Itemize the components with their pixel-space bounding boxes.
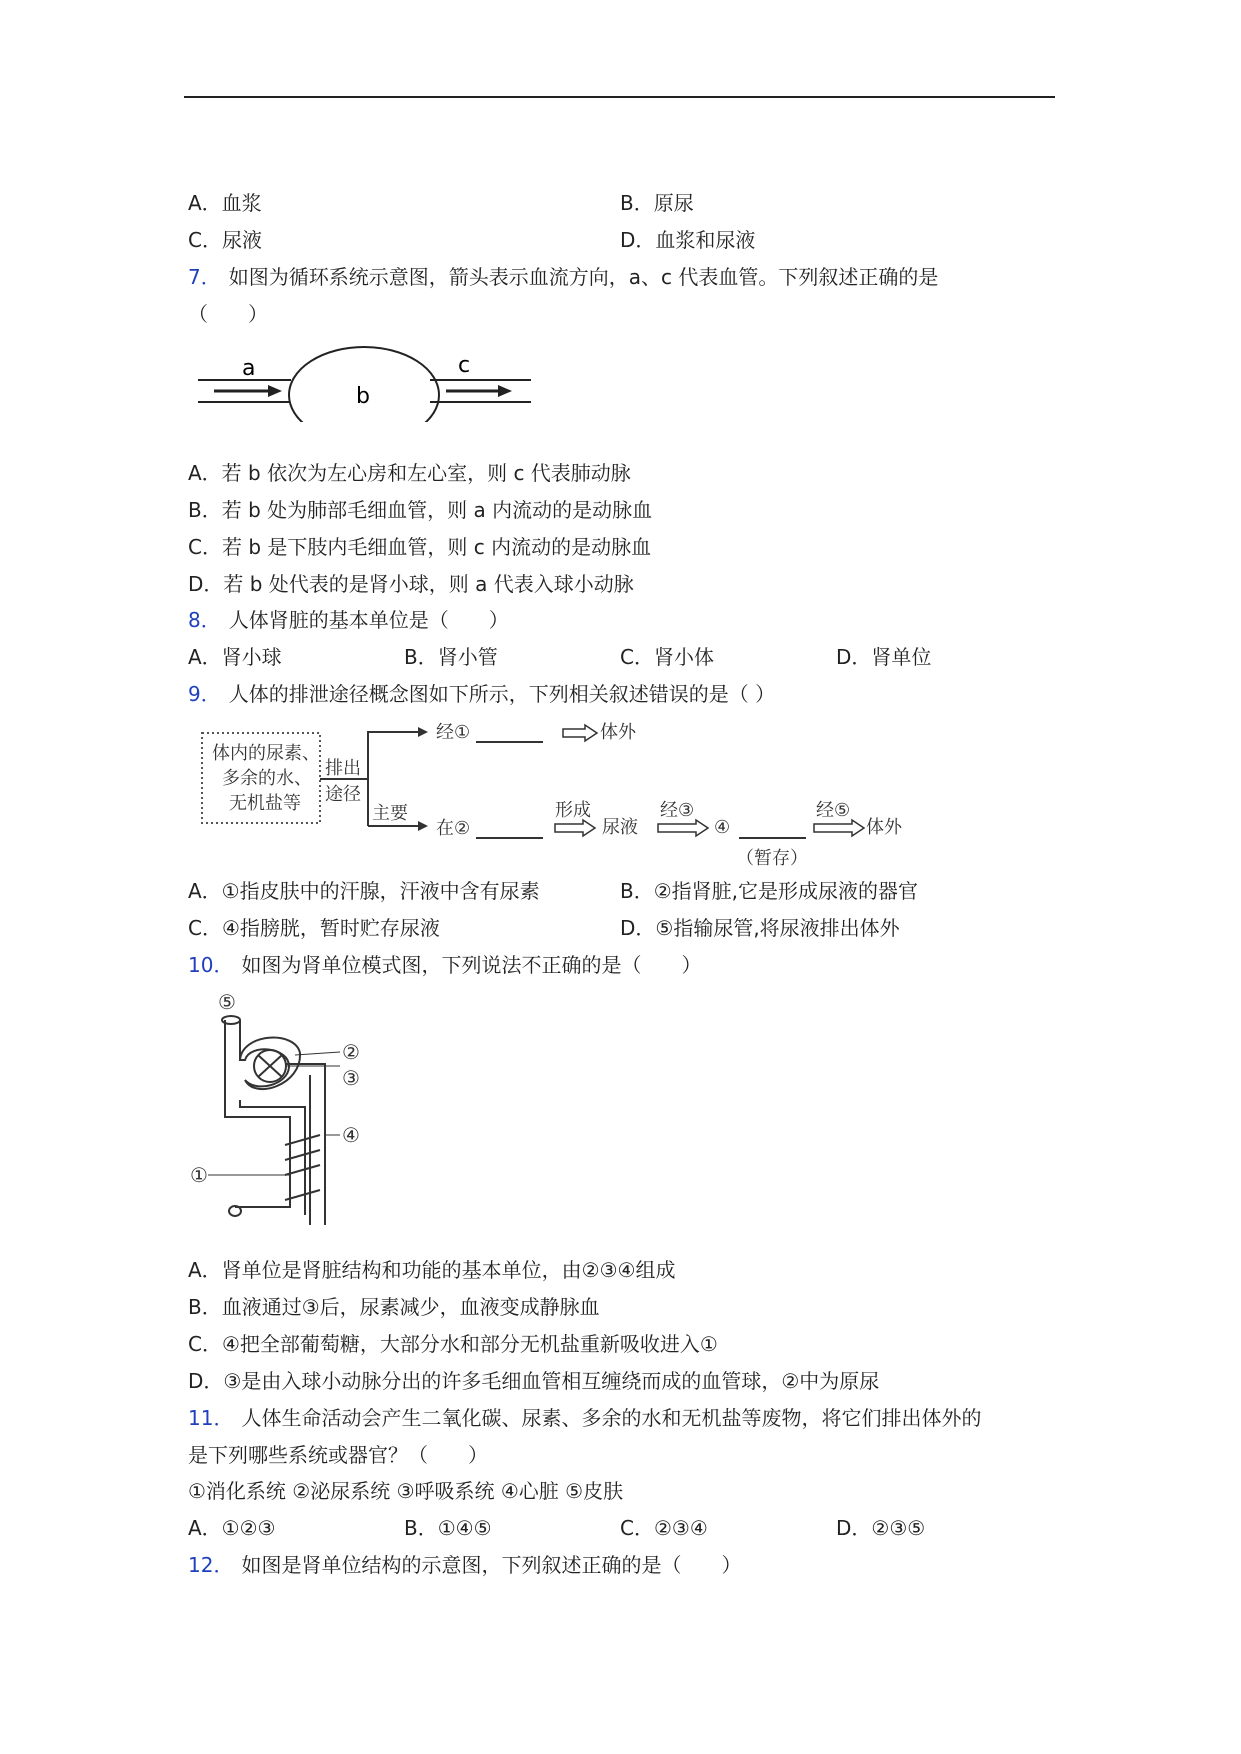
out-2: 体外 bbox=[866, 817, 902, 838]
q10-stem bbox=[188, 952, 701, 978]
q7-circulation-diagram bbox=[196, 338, 536, 422]
q9-option-a: A．①指皮肤中的汗腺，汗液中含有尿素 bbox=[188, 879, 540, 903]
at-2: 在② bbox=[436, 818, 471, 839]
q7-option-d: D．若 b 处代表的是肾小球，则 a 代表入球小动脉 bbox=[188, 572, 634, 596]
q6-option-b: B．原尿 bbox=[620, 191, 694, 215]
q6-option-c: C．尿液 bbox=[188, 228, 262, 252]
q7-number: 7． bbox=[188, 265, 221, 289]
label-5: ⑤ bbox=[218, 990, 236, 1014]
q10-option-b: B．血液通过③后，尿素减少，血液变成静脉血 bbox=[188, 1295, 600, 1319]
q11-option-b: B．①④⑤ bbox=[404, 1516, 492, 1540]
out-1: 体外 bbox=[600, 722, 636, 743]
q10-option-c: C．④把全部葡萄糖，大部分水和部分无机盐重新吸收进入① bbox=[188, 1332, 718, 1356]
box-line3: 无机盐等 bbox=[229, 793, 301, 814]
label-4: ④ bbox=[342, 1123, 360, 1147]
label-3: ③ bbox=[342, 1066, 360, 1090]
q8-option-d: D．肾单位 bbox=[836, 645, 932, 669]
q12-text: 如图是肾单位结构的示意图，下列叙述正确的是（ ） bbox=[241, 1553, 742, 1577]
q11-option-a: A．①②③ bbox=[188, 1516, 276, 1540]
store-label: （暂存） bbox=[736, 848, 808, 869]
label-c: c bbox=[458, 353, 471, 378]
q7-stem bbox=[188, 264, 938, 290]
q10-text: 如图为肾单位模式图，下列说法不正确的是（ ） bbox=[241, 953, 702, 977]
route-label-1: 排出 bbox=[325, 758, 361, 779]
q8-number: 8． bbox=[188, 608, 221, 632]
q8-option-c: C．肾小体 bbox=[620, 645, 714, 669]
q9-number: 9． bbox=[188, 682, 221, 706]
header-rule bbox=[184, 96, 1055, 98]
label-2: ② bbox=[342, 1040, 360, 1064]
q9-option-d: D．⑤指输尿管,将尿液排出体外 bbox=[620, 916, 900, 940]
q9-option-b: B．②指肾脏,它是形成尿液的器官 bbox=[620, 879, 919, 903]
q10-nephron-diagram bbox=[190, 985, 390, 1235]
q6-option-d: D．血浆和尿液 bbox=[620, 228, 756, 252]
q12-number: 12． bbox=[188, 1553, 234, 1577]
via-1: 经① bbox=[436, 722, 471, 743]
n4-label: ④ bbox=[714, 817, 731, 838]
q7-option-c: C．若 b 是下肢内毛细血管，则 c 内流动的是动脉血 bbox=[188, 535, 652, 559]
q9-excretion-concept-map bbox=[198, 716, 910, 871]
box-line2: 多余的水、 bbox=[222, 768, 312, 789]
main-label: 主要 bbox=[372, 803, 408, 824]
q7-text: 如图为循环系统示意图，箭头表示血流方向，a、c 代表血管。下列叙述正确的是 bbox=[228, 265, 939, 289]
q11-text-cont: 是下列哪些系统或器官？（ ） bbox=[188, 1443, 488, 1467]
via-5: 经⑤ bbox=[816, 800, 851, 821]
label-a: a bbox=[242, 356, 256, 381]
q10-option-d: D．③是由入球小动脉分出的许多毛细血管相互缠绕而成的血管球，②中为原尿 bbox=[188, 1369, 880, 1393]
q11-option-d: D．②③⑤ bbox=[836, 1516, 926, 1540]
label-b: b bbox=[356, 384, 370, 409]
q9-stem bbox=[188, 681, 775, 707]
q10-option-a: A．肾单位是肾脏结构和功能的基本单位，由②③④组成 bbox=[188, 1258, 676, 1282]
q8-option-b: B．肾小管 bbox=[404, 645, 498, 669]
q12-stem bbox=[188, 1552, 741, 1578]
q9-option-c: C．④指膀胱，暂时贮存尿液 bbox=[188, 916, 440, 940]
q11-number: 11． bbox=[188, 1406, 234, 1430]
q7-paren: （ ） bbox=[188, 302, 268, 326]
q7-option-a: A．若 b 依次为左心房和左心室，则 c 代表肺动脉 bbox=[188, 461, 631, 485]
q8-option-a: A．肾小球 bbox=[188, 645, 282, 669]
q7-option-b: B．若 b 处为肺部毛细血管，则 a 内流动的是动脉血 bbox=[188, 498, 653, 522]
q8-stem bbox=[188, 607, 509, 633]
via-3: 经③ bbox=[660, 800, 695, 821]
box-line1: 体内的尿素、 bbox=[212, 743, 320, 764]
q8-text: 人体肾脏的基本单位是（ ） bbox=[228, 608, 509, 632]
q11-items: ①消化系统 ②泌尿系统 ③呼吸系统 ④心脏 ⑤皮肤 bbox=[188, 1479, 624, 1503]
urine-label: 尿液 bbox=[602, 817, 638, 838]
q11-option-c: C．②③④ bbox=[620, 1516, 708, 1540]
q11-text: 人体生命活动会产生二氧化碳、尿素、多余的水和无机盐等废物，将它们排出体外的 bbox=[241, 1406, 982, 1430]
q10-number: 10． bbox=[188, 953, 234, 977]
label-1: ① bbox=[190, 1163, 208, 1187]
q9-text: 人体的排泄途径概念图如下所示，下列相关叙述错误的是（ ） bbox=[228, 682, 776, 706]
q11-stem bbox=[188, 1405, 981, 1431]
route-label-2: 途径 bbox=[325, 784, 361, 805]
form-label: 形成 bbox=[555, 800, 591, 821]
q6-option-a: A．血浆 bbox=[188, 191, 262, 215]
